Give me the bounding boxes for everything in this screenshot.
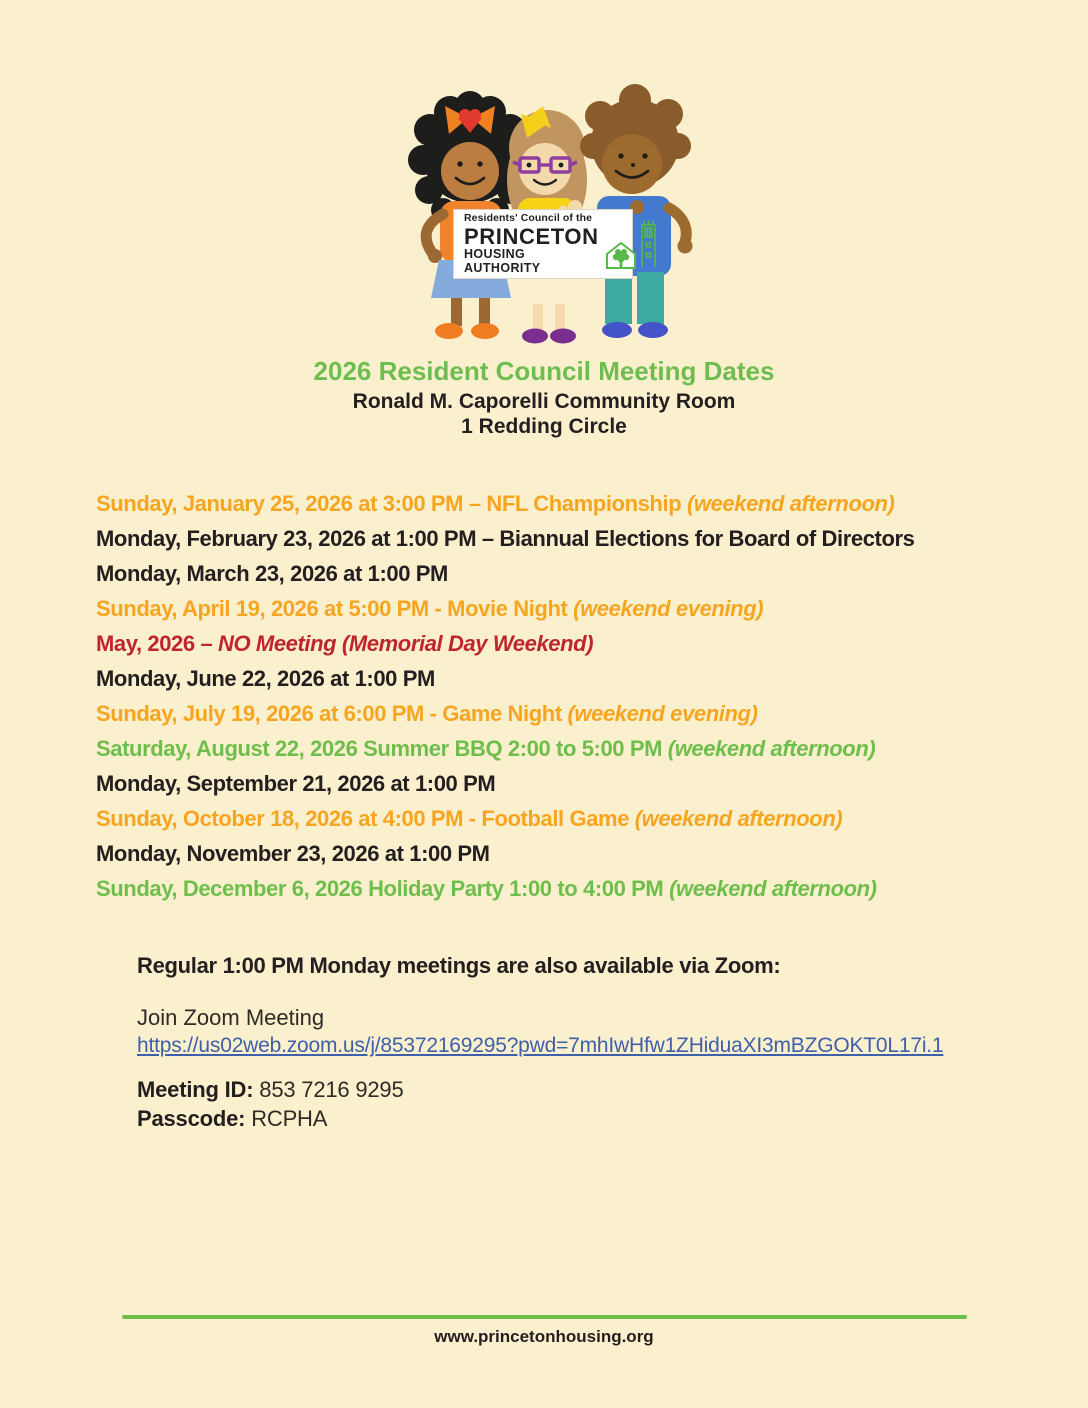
meeting-note: (weekend afternoon): [634, 806, 843, 831]
logo-sign: [453, 209, 633, 279]
meeting-note: (weekend afternoon): [669, 876, 877, 901]
join-zoom-label: Join Zoom Meeting: [137, 1005, 325, 1030]
church-tower-icon: [640, 217, 657, 271]
meeting-note: (weekend evening): [567, 701, 758, 726]
meeting-date-august: Saturday, August 22, 2026 Summer BBQ 2:00 to 5:00 PM (weekend afternoon): [96, 736, 876, 761]
sign-line3: HOUSING AUTHORITY: [464, 247, 541, 275]
meeting-note: NO Meeting (Memorial Day Weekend): [218, 631, 594, 656]
meeting-date-june: Monday, June 22, 2026 at 1:00 PM: [96, 666, 435, 691]
children-illustration: [385, 58, 715, 358]
meeting-date-march: Monday, March 23, 2026 at 1:00 PM: [96, 561, 448, 586]
passcode-row: [137, 1106, 1028, 1132]
meeting-note: (weekend afternoon): [686, 491, 895, 516]
zoom-meeting-link[interactable]: https://us02web.zoom.us/j/85372169295?pwd=7mhIwHfw1ZHiduaXI3mBZGOKT0L17i.1: [137, 1034, 944, 1057]
meeting-date-september: Monday, September 21, 2026 at 1:00 PM: [96, 771, 496, 796]
sign-line1: Residents' Council of the: [464, 212, 593, 225]
location-block: [0, 389, 1088, 439]
zoom-info-section: [137, 953, 1028, 1132]
meeting-date-may: May, 2026 – NO Meeting (Memorial Day Weekend): [96, 631, 594, 656]
meeting-date-july: Sunday, July 19, 2026 at 6:00 PM - Game Night (weekend evening): [96, 701, 758, 726]
meeting-date-october: Sunday, October 18, 2026 at 4:00 PM - Football Game (weekend afternoon): [96, 806, 843, 831]
passcode-value: RCPHA: [251, 1106, 328, 1131]
location-address: 1 Redding Circle: [461, 415, 627, 438]
location-room: Ronald M. Caporelli Community Room: [352, 390, 736, 413]
meeting-date-january: Sunday, January 25, 2026 at 3:00 PM – NFL Championship (weekend afternoon): [96, 491, 895, 516]
meeting-id-label: Meeting ID:: [137, 1077, 254, 1102]
meeting-id-row: [137, 1077, 1028, 1103]
house-tree-icon: [604, 239, 638, 271]
page-title: 2026 Resident Council Meeting Dates: [313, 356, 775, 386]
sign-line2: PRINCETON: [464, 224, 599, 250]
zoom-heading: Regular 1:00 PM Monday meetings are also available via Zoom:: [137, 953, 781, 978]
passcode-label: Passcode:: [137, 1106, 246, 1131]
meeting-date-april: Sunday, April 19, 2026 at 5:00 PM - Movie Night (weekend evening): [96, 596, 764, 621]
meeting-note: (weekend afternoon): [667, 736, 876, 761]
meeting-note: (weekend evening): [573, 596, 764, 621]
meeting-date-december: Sunday, December 6, 2026 Holiday Party 1:00 to 4:00 PM (weekend afternoon): [96, 876, 877, 901]
meeting-id-value: 853 7216 9295: [259, 1077, 404, 1102]
footer-website: www.princetonhousing.org: [434, 1327, 654, 1346]
footer-divider: [122, 1315, 967, 1319]
meeting-dates-list: [96, 486, 1068, 906]
meeting-date-february: Monday, February 23, 2026 at 1:00 PM – Biannual Elections for Board of Directors: [96, 526, 915, 551]
meeting-date-november: Monday, November 23, 2026 at 1:00 PM: [96, 841, 490, 866]
pha-logo: [385, 58, 715, 358]
